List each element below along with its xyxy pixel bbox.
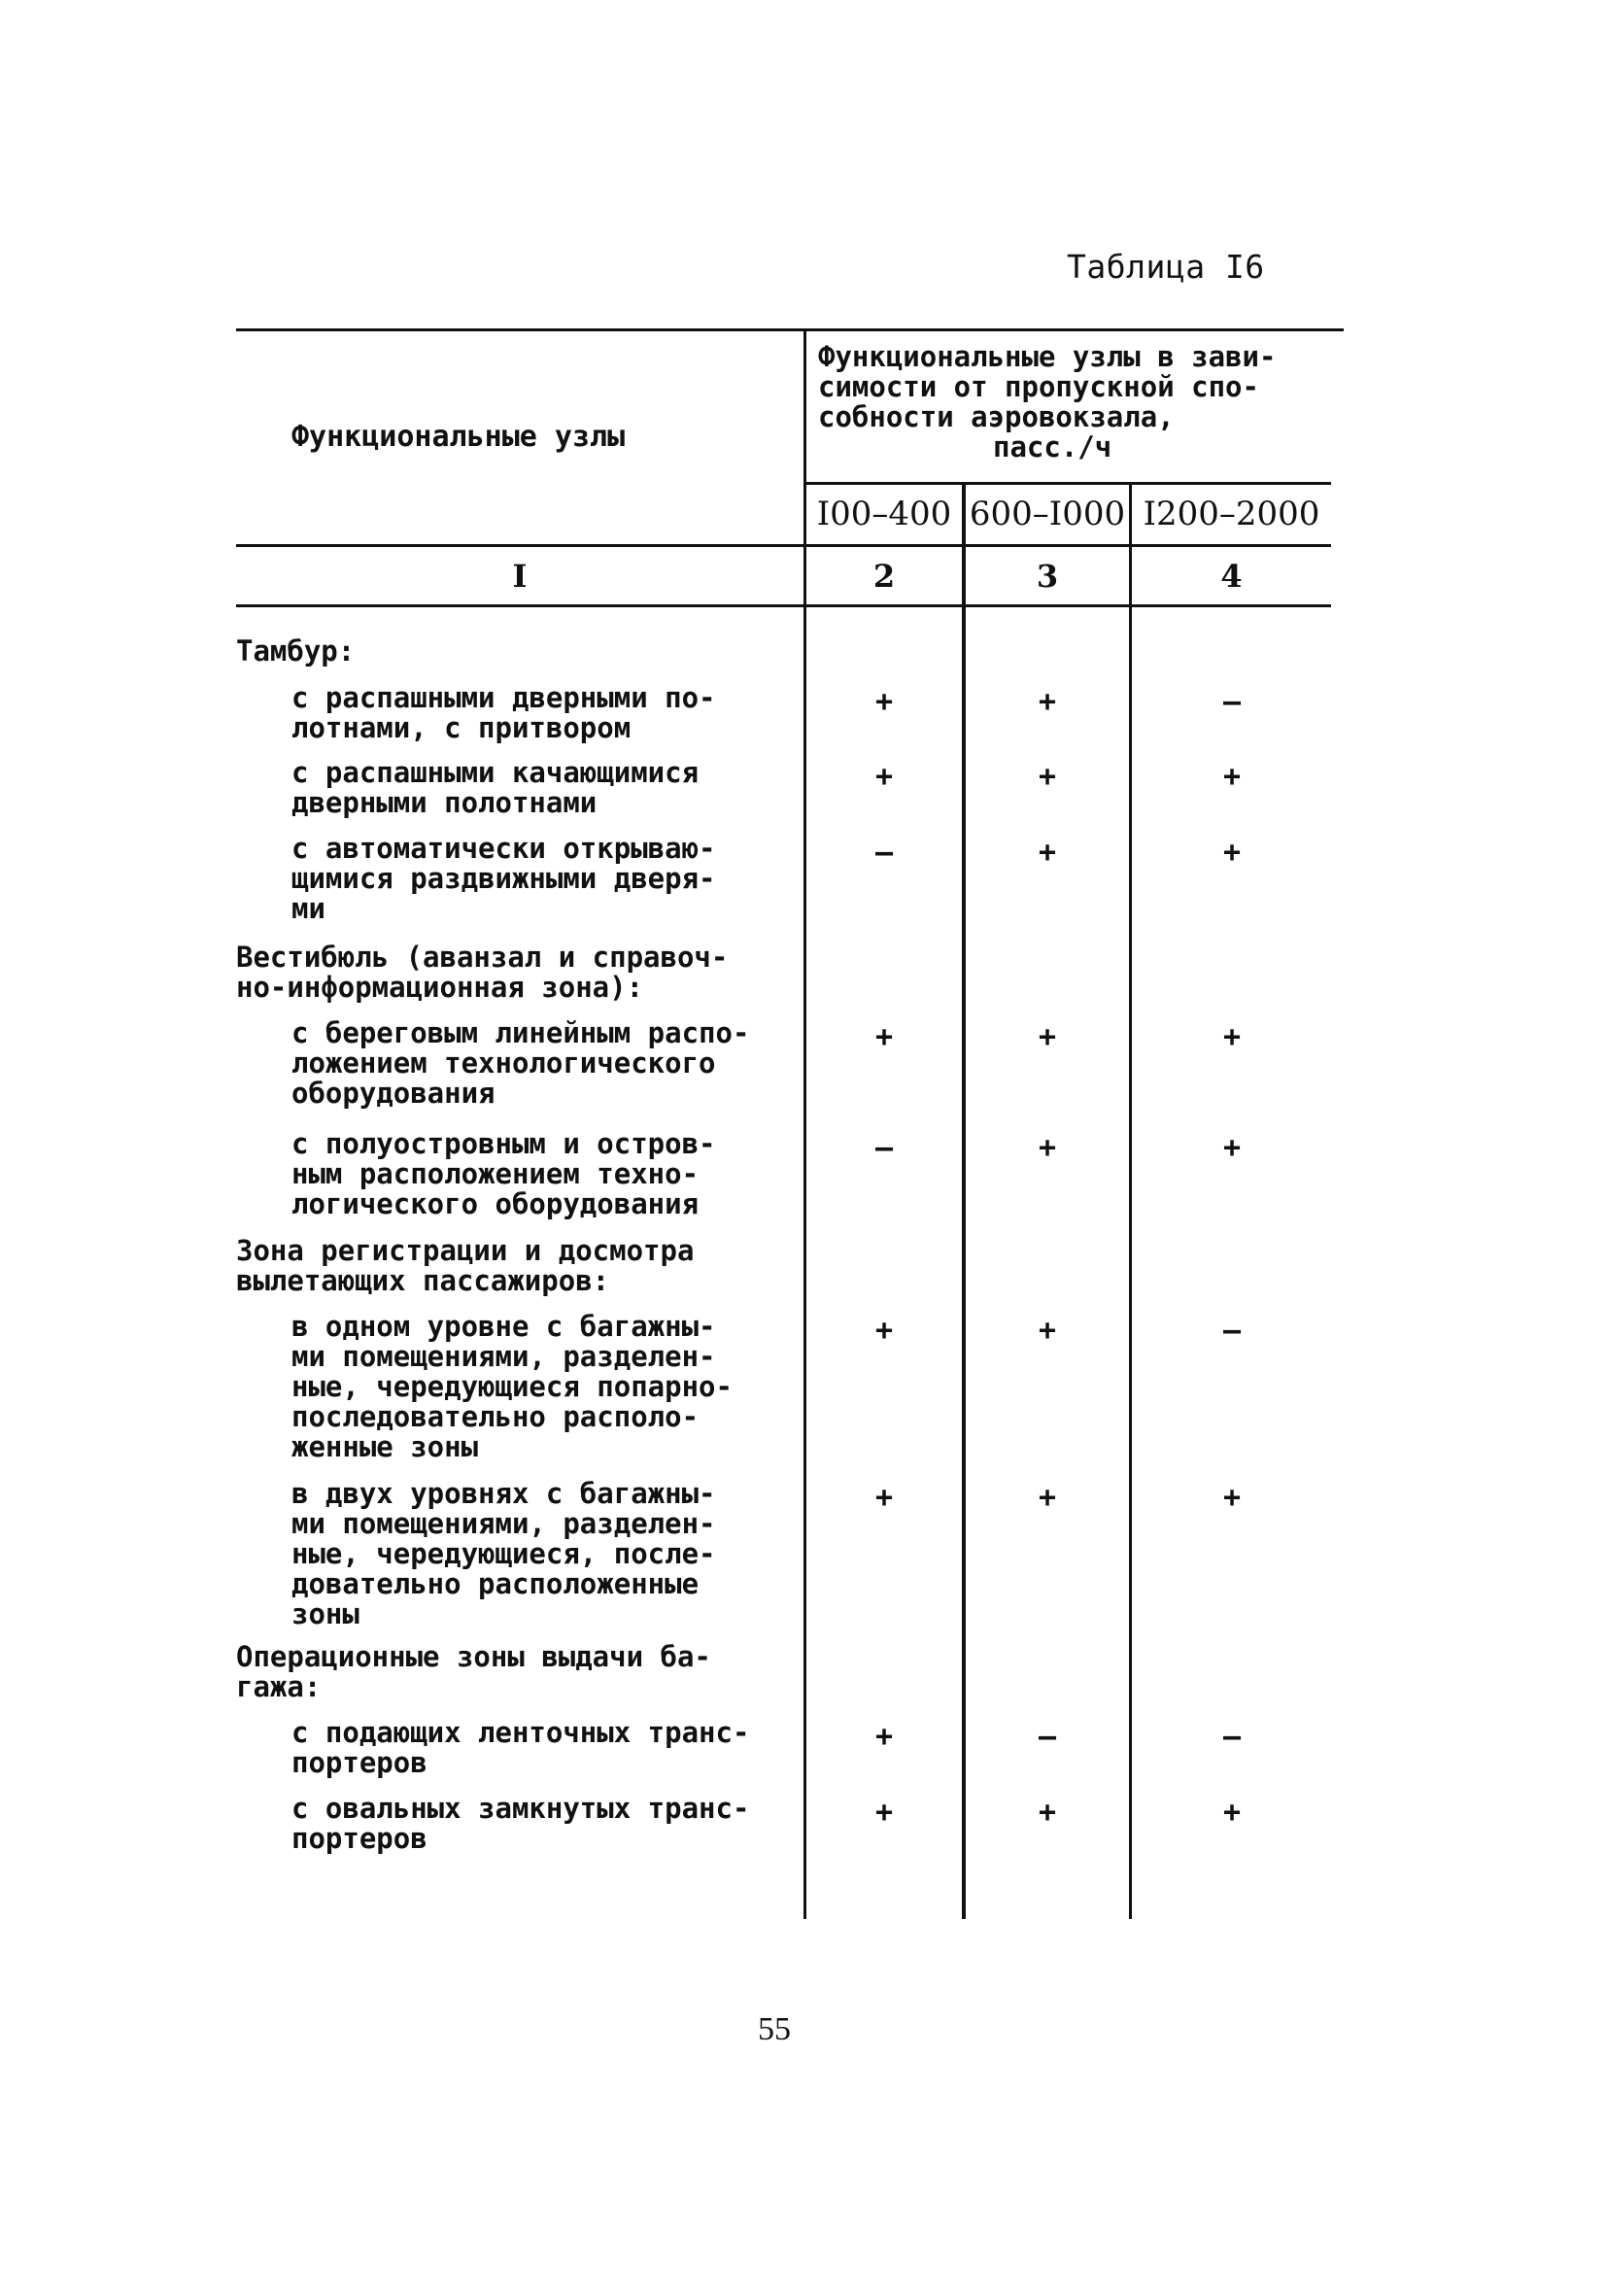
cell-mark-col4: + [1222, 760, 1242, 794]
row-label-line: с овальных замкнутых транс- [291, 1792, 750, 1825]
row-label-line: в одном уровне с багажны- [291, 1310, 716, 1343]
cell-mark-col2: – [874, 1131, 894, 1165]
column-number-4: 4 [1220, 558, 1243, 595]
category-heading [236, 1642, 711, 1702]
header-caption-line: симости от пропускной спо- [818, 370, 1259, 403]
row-label-line: ные, чередующиеся попарно- [291, 1370, 733, 1403]
cell-mark-col2: + [874, 685, 894, 719]
row-label-line: ные, чередующиеся, после- [291, 1537, 716, 1570]
row-label-line: с полуостровным и остров- [291, 1127, 716, 1160]
row-label-line: довательно расположенные [291, 1567, 700, 1600]
row-label-line: с береговым линейным распо- [291, 1016, 750, 1049]
cell-mark-col2: + [874, 1020, 894, 1054]
cell-mark-col2: + [874, 1796, 894, 1830]
row-label-line: Тамбур: [236, 634, 356, 668]
row-label-line: щимися раздвижными дверя- [291, 862, 716, 895]
cell-mark-col4: – [1222, 1720, 1242, 1754]
column-number-3: 3 [1036, 558, 1059, 595]
header-bottom-rule [236, 544, 1331, 547]
cell-mark-col4: + [1222, 1131, 1242, 1165]
cell-mark-col3: + [1038, 1314, 1057, 1348]
row-label-line: Зона регистрации и досмотра [236, 1234, 695, 1267]
cell-mark-col4: + [1222, 1481, 1242, 1515]
row-label-line: ми помещениями, разделен- [291, 1507, 716, 1540]
header-caption-line: пасс./ч [993, 430, 1112, 463]
row-label-line: ным расположением техно- [291, 1157, 700, 1190]
row-label [291, 1794, 749, 1854]
cell-mark-col4: + [1222, 1796, 1242, 1830]
header-capacity-caption [818, 342, 1333, 463]
cell-mark-col2: + [874, 1720, 894, 1754]
cell-mark-col3: + [1038, 1020, 1057, 1054]
column-divider-3 [1129, 484, 1132, 1919]
category-heading [236, 942, 728, 1003]
header-caption-line: собности аэровокзала, [818, 400, 1175, 433]
cell-mark-col4: – [1222, 1314, 1242, 1348]
row-label-line: ми [291, 892, 325, 925]
row-label-line: портеров [291, 1746, 427, 1779]
row-label-line: зоны [291, 1597, 359, 1630]
row-label-line: дверными полотнами [291, 786, 598, 819]
row-label-line: с подающих ленточных транс- [291, 1716, 750, 1749]
row-label-line: последовательно располо- [291, 1400, 700, 1433]
page-number: 55 [758, 2011, 791, 2047]
row-label [291, 834, 716, 924]
row-label-line: логического оборудования [291, 1187, 700, 1220]
cell-mark-col3: – [1038, 1720, 1057, 1754]
row-label [291, 1718, 749, 1778]
cell-mark-col3: + [1038, 836, 1057, 870]
row-label-line: гажа: [236, 1670, 322, 1703]
cell-mark-col3: + [1038, 685, 1057, 719]
column-divider-2 [962, 484, 966, 1919]
category-heading [236, 636, 355, 667]
header-caption-line: Функциональные узлы в зави- [818, 340, 1277, 373]
table-title: Таблица I6 [1067, 248, 1265, 286]
row-label-line: Вестибюль (аванзал и справоч- [236, 941, 729, 974]
row-label [291, 1129, 716, 1219]
row-label-line: с автоматически открываю- [291, 832, 716, 865]
row-label-line: вылетающих пассажиров: [236, 1264, 610, 1297]
cell-mark-col4: + [1222, 1020, 1242, 1054]
row-label-line: женные зоны [291, 1430, 479, 1463]
column-number-2: 2 [872, 558, 896, 595]
row-label-line: с распашными дверными по- [291, 681, 716, 714]
row-label-line: портеров [291, 1822, 427, 1855]
cell-mark-col4: – [1222, 685, 1242, 719]
cell-mark-col3: + [1038, 1481, 1057, 1515]
category-heading [236, 1236, 694, 1296]
cell-mark-col2: + [874, 760, 894, 794]
header-functional-units: Функциональные узлы [291, 420, 626, 454]
column-numbers-rule [236, 604, 1331, 607]
row-label-line: Операционные зоны выдачи ба- [236, 1640, 711, 1673]
row-label [291, 683, 716, 743]
row-label-line: оборудования [291, 1077, 495, 1110]
header-inner-rule [806, 482, 1331, 485]
row-label-line: ложением технологического [291, 1046, 716, 1079]
row-label-line: но-информационная зона): [236, 971, 644, 1004]
range-header-1: I00–400 [816, 495, 952, 533]
row-label-line: с распашными качающимися [291, 756, 700, 789]
row-label-line: ми помещениями, разделен- [291, 1340, 716, 1373]
row-label [291, 1479, 716, 1629]
cell-mark-col4: + [1222, 836, 1242, 870]
table-top-rule [236, 328, 1344, 331]
cell-mark-col2: – [874, 836, 894, 870]
row-label [291, 1018, 749, 1109]
cell-mark-col3: + [1038, 1131, 1057, 1165]
range-header-3: I200–2000 [1143, 495, 1320, 533]
row-label [291, 1312, 733, 1462]
range-header-2: 600–I000 [969, 495, 1126, 533]
cell-mark-col2: + [874, 1314, 894, 1348]
row-label-line: в двух уровнях с багажны- [291, 1477, 716, 1510]
cell-mark-col3: + [1038, 1796, 1057, 1830]
cell-mark-col3: + [1038, 760, 1057, 794]
row-label [291, 758, 699, 818]
column-number-1: I [512, 558, 528, 595]
cell-mark-col2: + [874, 1481, 894, 1515]
row-label-line: лотнами, с притвором [291, 711, 632, 744]
